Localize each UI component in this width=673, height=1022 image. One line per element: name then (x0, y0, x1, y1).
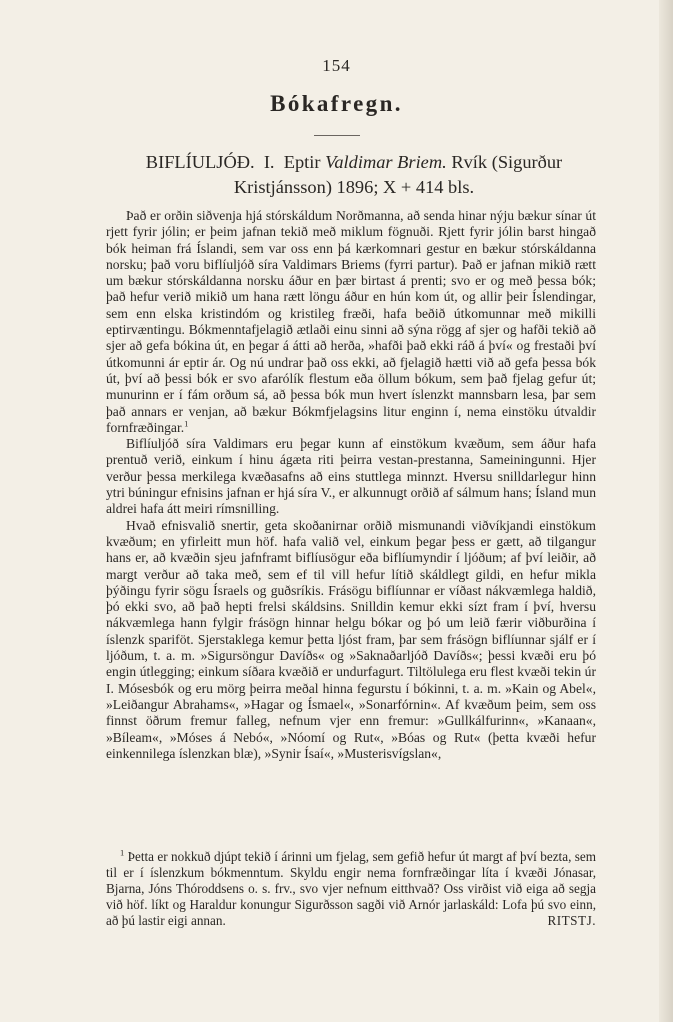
book-author: Valdimar Briem. (325, 152, 447, 172)
book-eptir: Eptir (283, 152, 321, 172)
page-edge (659, 0, 673, 1022)
title-divider (314, 135, 360, 136)
editor-signature: RITSTJ. (547, 913, 596, 928)
footnote (106, 849, 596, 929)
article-body (106, 208, 596, 762)
section-title: Bókafregn. (270, 91, 403, 116)
book-heading (100, 150, 608, 200)
paragraph: Hvað efnisvalið snertir, geta skoðanirnar orðið mismunandi viðvíkjandi einstökum kvæðum; en yfirleitt mun höf. hafa valið vel, einkum þegar þess er gætt, að tilgangur hans er, að kvæðin sjeu jafnframt biflíusögur eða biflíumyndir í ljóðum; af því leiðir, að margt verður að taka með, sem ef til vill hefur lítið skáldlegt gildi, en hefur mikla þýðingu fyrir sögu Ísraels og guðsríkis. Frásögu biflíunnar er víðast nákvæmlega haldið, þó ekki svo, að það hepti frelsi skáldsins. Snilldin kemur ekki sízt fram í því, hversu nákvæmlega hann fylgir frásögn hinnar helgu bókar og þó um leið færir viðburðina í íslenzk spariföt. Sjerstaklega kemur þetta ljóst fram, þar sem frásögn biflíunnar sjálf er í ljóðum, t. a. m. »Sigursöngur Davíðs« og »Saknaðarljóð Davíðs«; þessi kvæði eru þó engin útlegging; einkum síðara kvæðið er undurfagurt. Tiltölulega eru flest kvæði tekin úr I. Mósesbók og eru mörg þeirra meðal hinna fegurstu í bókinni, t. a. m. »Kain og Abel«, »Leiðangur Abrahams«, »Hagar og Ísmael«, »Sonarfórnin«. Af kvæðum þeim, sem oss finnst öðrum fremur falleg, nefnum vjer enn fremur: »Gullkálfurinn«, »Kanaan«, »Bíleam«, »Móses á Nebó«, »Nóomí og Rut«, »Bóas og Rut« (þetta kvæði hefur einkennilega íslenzkan blæ), »Synir Ísaí«, »Musterisvígslan«, (106, 517, 596, 761)
book-part: I. (263, 152, 275, 172)
footnote-marker: 1 (120, 847, 125, 858)
footnote-ref: 1 (184, 418, 189, 429)
page-number: 154 (322, 56, 351, 75)
book-title: BIFLÍULJÓÐ. (145, 152, 255, 172)
book-publisher: Rvík (Sigurður Kristjánsson) 1896; X + 414 bls. (233, 152, 563, 197)
paragraph: Biflíuljóð síra Valdimars eru þegar kunn af einstökum kvæðum, sem áður hafa prentuð verið, einkum í hinu ágæta riti þeirra vestan-prestanna, Sameiningunni. Hjer verður þessa merkilega kvæðasafns að eins stuttlega minnzt. Hversu snilldarlegur hinn ytri búningur efnisins jafnan er hjá síra V., er alkunnugt orðið af sálmum hans; Ísland mun aldrei hafa átt meiri rímsnilling. (106, 436, 596, 517)
footnote-text: $^1$ Þetta er nokkuð djúpt tekið í árinni um fjelag, sem gefið hefur út margt af því bezta, sem til er í íslenzkum bókmenntum. Skyldu engir nema fornfræðingar líta í kvæði Jónasar, Bjarna, Jóns Thóroddsens o. s. frv., svo vjer nefnum eitthvað? Oss virðist við eiga að segja við höf. líkt og Haraldur konungur Sigurðsson sagði við Arnór jarlaskáld: Lofa þú svo einn, að þú lastir eigi annan. RITSTJ. (106, 847, 596, 928)
paragraph: Það er orðin siðvenja hjá stórskáldum Norðmanna, að senda hinar nýju bækur sínar út rjett fyrir jólin; er þeim jafnan tekið með miklum fögnuði. Rjett fyrir jólin barst hingað bók heiman frá Íslandi, sem var oss enn þá kærkomnari gestur en bækur stórskáldanna norsku; það voru biflíuljóð síra Valdimars Briems (fyrri partur). Það er jafnan mikið rætt um bækur stórskáldanna norsku áður en þær birtast á prenti; svo er og með þessa bók; það hefur verið mikið um hana rætt löngu áður en hún kom út, og allir þeir Íslendingar, sem enn elska kristindóm og kristileg fræði, hafa beðið útkomunnar með mikilli eptirvæntingu. Bókmenntafjelagið ætlaði einu sinni að sýna rögg af sjer og hafði tekið að sjer að gefa bókina út, en þegar á átti að herða, »hafði það ekki ráð á því« og frestaði því útkomunni ár eptir ár. Og nú undrar það oss ekki, að fjelagið hætti við að gefa þessa bók út, því að þessi bók er svo afarólík flestum eða öllum bókum, sem það fjelag gefur út; munurinn er í fám orðum sá, að þessa bók mun hvert íslenzkt mannsbarn lesa, þar sem það annars er venjan, að bækur Bókmfjelagsins litur enginn í, nema einstöku útvaldir fornfræðingar.$^1$ (106, 208, 596, 435)
